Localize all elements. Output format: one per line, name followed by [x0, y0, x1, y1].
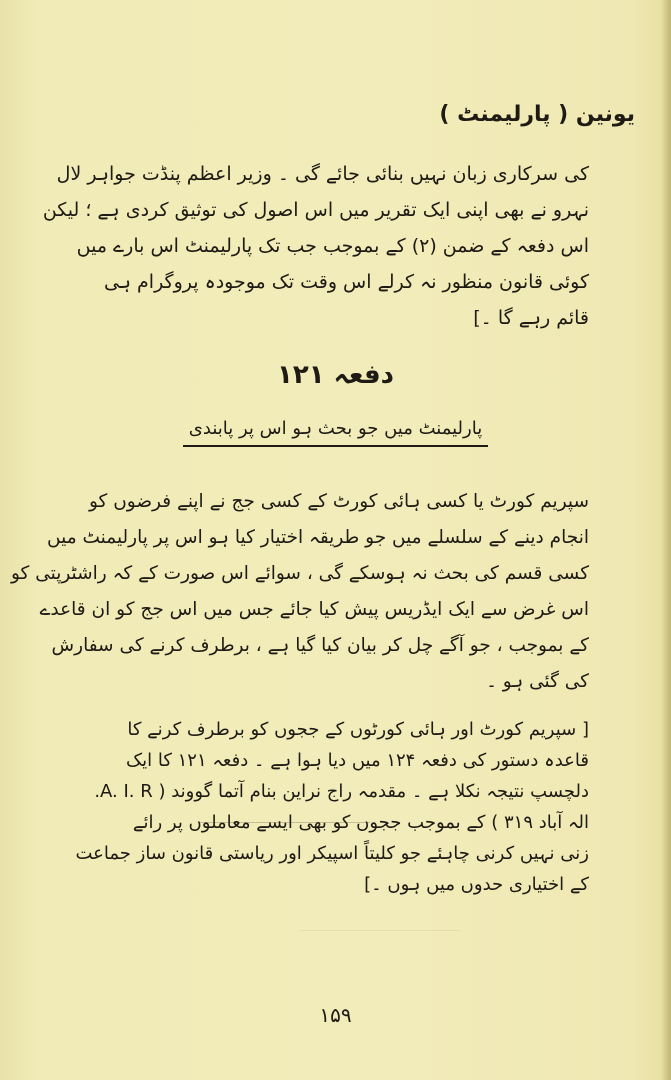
editorial-note	[69, 714, 589, 900]
text-line: کے بموجب ، جو آگے چل کر بیان کیا گیا ہے ، برطرف کرنے کی سفارش	[51, 635, 589, 656]
text-line: کی سرکاری زبان نہیں بنائی جائے گی ۔ وزیر اعظم پنڈت جواہر لال	[56, 163, 589, 185]
note-line: الہ آباد ۳۱۹ ) کے بموجب ججوں کو بھی ایسے معاملوں پر رائے	[132, 812, 589, 833]
text-line: اس غرض سے ایک ایڈریس پیش کیا جائے جس میں اس جج کو ان قاعدے	[39, 599, 589, 620]
note-line: زنی نہیں کرنی چاہئے جو کلیتاً اسپیکر اور ریاستی قانون ساز جماعت	[75, 843, 589, 864]
running-header: یونین ( پارلیمنٹ )	[439, 102, 635, 127]
text-line: نہرو نے بھی اپنی ایک تقریر میں اس اصول کی توثیق کردی ہے ؛ لیکن	[42, 199, 589, 221]
text-line: کوئی قانون منظور نہ کرلے اس وقت تک موجودہ پروگرام ہی	[104, 271, 589, 293]
bleed-through-mark	[300, 930, 460, 951]
text-line: کی گئی ہو ۔	[486, 671, 589, 692]
note-line: [ سپریم کورٹ اور ہائی کورٹوں کے ججوں کو برطرف کرنے کا	[127, 719, 589, 740]
text-line: انجام دینے کے سلسلے میں جو طریقہ اختیار کیا ہو اس پر پارلیمنٹ میں	[47, 527, 589, 548]
body-paragraph	[10, 484, 589, 700]
text-line: کسی قسم کی بحث نہ ہوسکے گی ، سوائے اس صورت کے کہ راشٹرپتی کو	[10, 563, 589, 584]
section-title: دفعہ ۱۲۱	[277, 360, 394, 390]
note-line: کے اختیاری حدوں میں ہوں ۔]	[364, 874, 589, 895]
continuation-paragraph	[42, 156, 589, 336]
note-line: دلچسپ نتیجہ نکلا ہے ۔ مقدمہ راج نراین بنام آتما گووند ( A. I. R.	[94, 781, 589, 802]
section-subtitle: پارلیمنٹ میں جو بحث ہو اس پر پابندی	[183, 418, 488, 447]
text-line: قائم رہے گا ۔]	[473, 307, 589, 329]
note-line: قاعدہ دستور کی دفعہ ۱۲۴ میں دیا ہوا ہے ۔ دفعہ ۱۲۱ کا ایک	[126, 750, 589, 771]
text-line: سپریم کورٹ یا کسی ہائی کورٹ کے کسی جج نے اپنے فرضوں کو	[88, 491, 589, 512]
text-line: اس دفعہ کے ضمن (۲) کے بموجب جب تک پارلیمنٹ اس بارے میں	[76, 235, 589, 257]
page-number: ۱۵۹	[319, 1003, 352, 1027]
page-edge-shadow	[661, 0, 671, 1080]
section-subtitle-wrap	[0, 418, 671, 447]
pencil-underline	[200, 822, 370, 823]
